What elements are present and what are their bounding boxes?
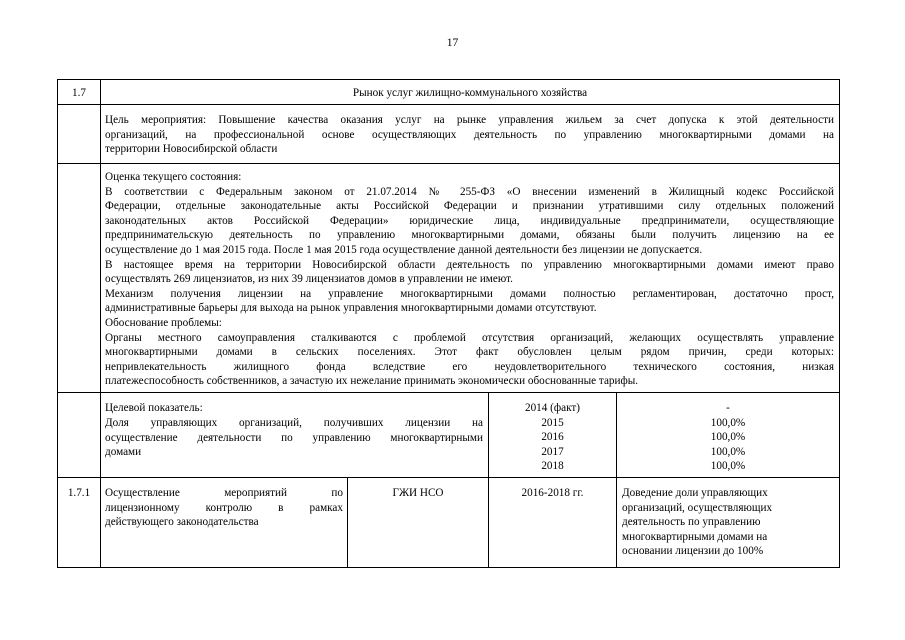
text-line: платежеспособность собственников, а зачастую их нежелание принимать экономически обоснованные тарифы.: [105, 375, 639, 388]
text-line: основании лицензии до 100%: [622, 545, 764, 558]
text-line: территории Новосибирской области: [105, 143, 278, 155]
text-line: деятельность по управлению: [622, 516, 761, 529]
text-line: организаций, на профессиональной основе осуществляющих деятельность по управлению многоквартирными домами на: [105, 128, 834, 141]
row-divider: [57, 104, 840, 105]
goal-text-last: [105, 142, 834, 157]
text-line: предпринимательскую деятельность по управлению многоквартирными домами, обязаны были получить лицензию на ее: [105, 229, 834, 242]
value-cell: 100,0%: [710, 431, 746, 444]
text-line: организаций, осуществляющих: [622, 501, 773, 514]
year-cell: 2014 (факт): [524, 402, 580, 414]
assessment-text: [105, 170, 834, 389]
row-divider: [57, 163, 840, 164]
text-line: Оценка текущего состояния:: [105, 171, 242, 183]
table-border-bottom: [57, 567, 840, 568]
text-line: Федерации, отдельные законодательные акты Российской Федерации и признании утратившими силу отдельных положений: [105, 200, 834, 213]
measure-result: [622, 486, 836, 559]
section-title-text: Рынок услуг жилищно-коммунального хозяйства: [352, 87, 588, 99]
text-line: осуществление до 1 мая 2015 года. После 1 мая 2015 года осуществление данной деятельности без лицензии не допускается.: [105, 243, 703, 256]
goal-text: [105, 113, 834, 142]
row-divider: [57, 477, 840, 478]
measure-executor-text: ГЖИ НСО: [392, 487, 444, 499]
text-line: Доведение доли управляющих: [622, 487, 768, 499]
text-line: В соответствии с Федеральным законом от 21.07.2014 № 255-ФЗ «О внесении изменений в Жилищный кодекс Российской: [105, 185, 834, 198]
year-cell: 2016: [541, 431, 564, 444]
value-cell: 100,0%: [710, 445, 746, 458]
section-code: [58, 86, 100, 101]
plan-table: [57, 79, 840, 568]
text-line: осуществление деятельности по управлению многоквартирными: [105, 431, 483, 444]
indicator-years: [489, 401, 616, 474]
value-cell: 100,0%: [710, 416, 746, 429]
table-border-right: [839, 79, 840, 568]
indicator-label-text: Целевой показатель:: [105, 402, 203, 414]
measure-name: [105, 486, 343, 530]
page-number: 17: [446, 37, 459, 49]
value-cell: -: [726, 402, 730, 414]
column-divider: [100, 79, 101, 568]
text-line: домами: [105, 446, 142, 459]
text-line: Обоснование проблемы:: [105, 316, 222, 329]
text-line: многоквартирными домами на: [622, 530, 768, 543]
measure-code-text: 1.7.1: [67, 487, 91, 499]
value-cell: 100,0%: [710, 460, 746, 473]
year-cell: 2018: [541, 460, 564, 473]
row-divider: [57, 392, 840, 393]
measure-executor: [348, 486, 488, 501]
text-line: В настоящее время на территории Новосибирской области деятельность по управлению многоквартирными домами имеют право: [105, 258, 834, 271]
text-line: административные барьеры для выхода на рынок управления многоквартирными домами отсутствуют.: [105, 302, 597, 315]
text-line: многоквартирными домами в сельских поселениях. Этот факт обусловлен целым рядом причин, среди которых:: [105, 346, 834, 359]
indicator-text: [105, 416, 483, 460]
text-line: Доля управляющих организаций, получивших лицензии на: [105, 417, 483, 429]
text-line: Цель мероприятия: Повышение качества оказания услуг на рынке управления жильем за счет допуска к этой деятельности: [105, 114, 834, 126]
text-line: Осуществление мероприятий по: [105, 487, 343, 499]
section-title: [101, 86, 839, 101]
year-cell: 2015: [541, 416, 564, 429]
indicator-values: [617, 401, 839, 474]
text-line: Механизм получения лицензии на управление многоквартирными домами полностью регламентирован, достаточно прост,: [105, 287, 834, 300]
text-line: осуществлять 269 лицензиатов, из них 39 лицензиатов домов в управлении не имеют.: [105, 273, 513, 286]
section-code-text: 1.7: [72, 87, 86, 99]
year-cell: 2017: [541, 445, 564, 458]
text-line: лицензионному контролю в рамках: [105, 501, 343, 514]
text-line: законодательных актов Российской Федерации» юридические лица, индивидуальные предприниматели, осуществляющие: [105, 214, 834, 227]
table-border-top: [57, 79, 840, 80]
measure-code: [58, 486, 100, 501]
text-line: непривлекательность жилищного фонда вследствие его неудовлетворительного технического состояния, низкая: [105, 360, 834, 373]
measure-period: [489, 486, 616, 501]
text-line: действующего законодательства: [105, 516, 259, 529]
text-line: Органы местного самоуправления сталкиваются с проблемой отсутствия организаций, желающих осуществлять управление: [105, 331, 834, 344]
measure-period-text: 2016-2018 гг.: [521, 487, 584, 499]
indicator-label: [105, 401, 483, 416]
